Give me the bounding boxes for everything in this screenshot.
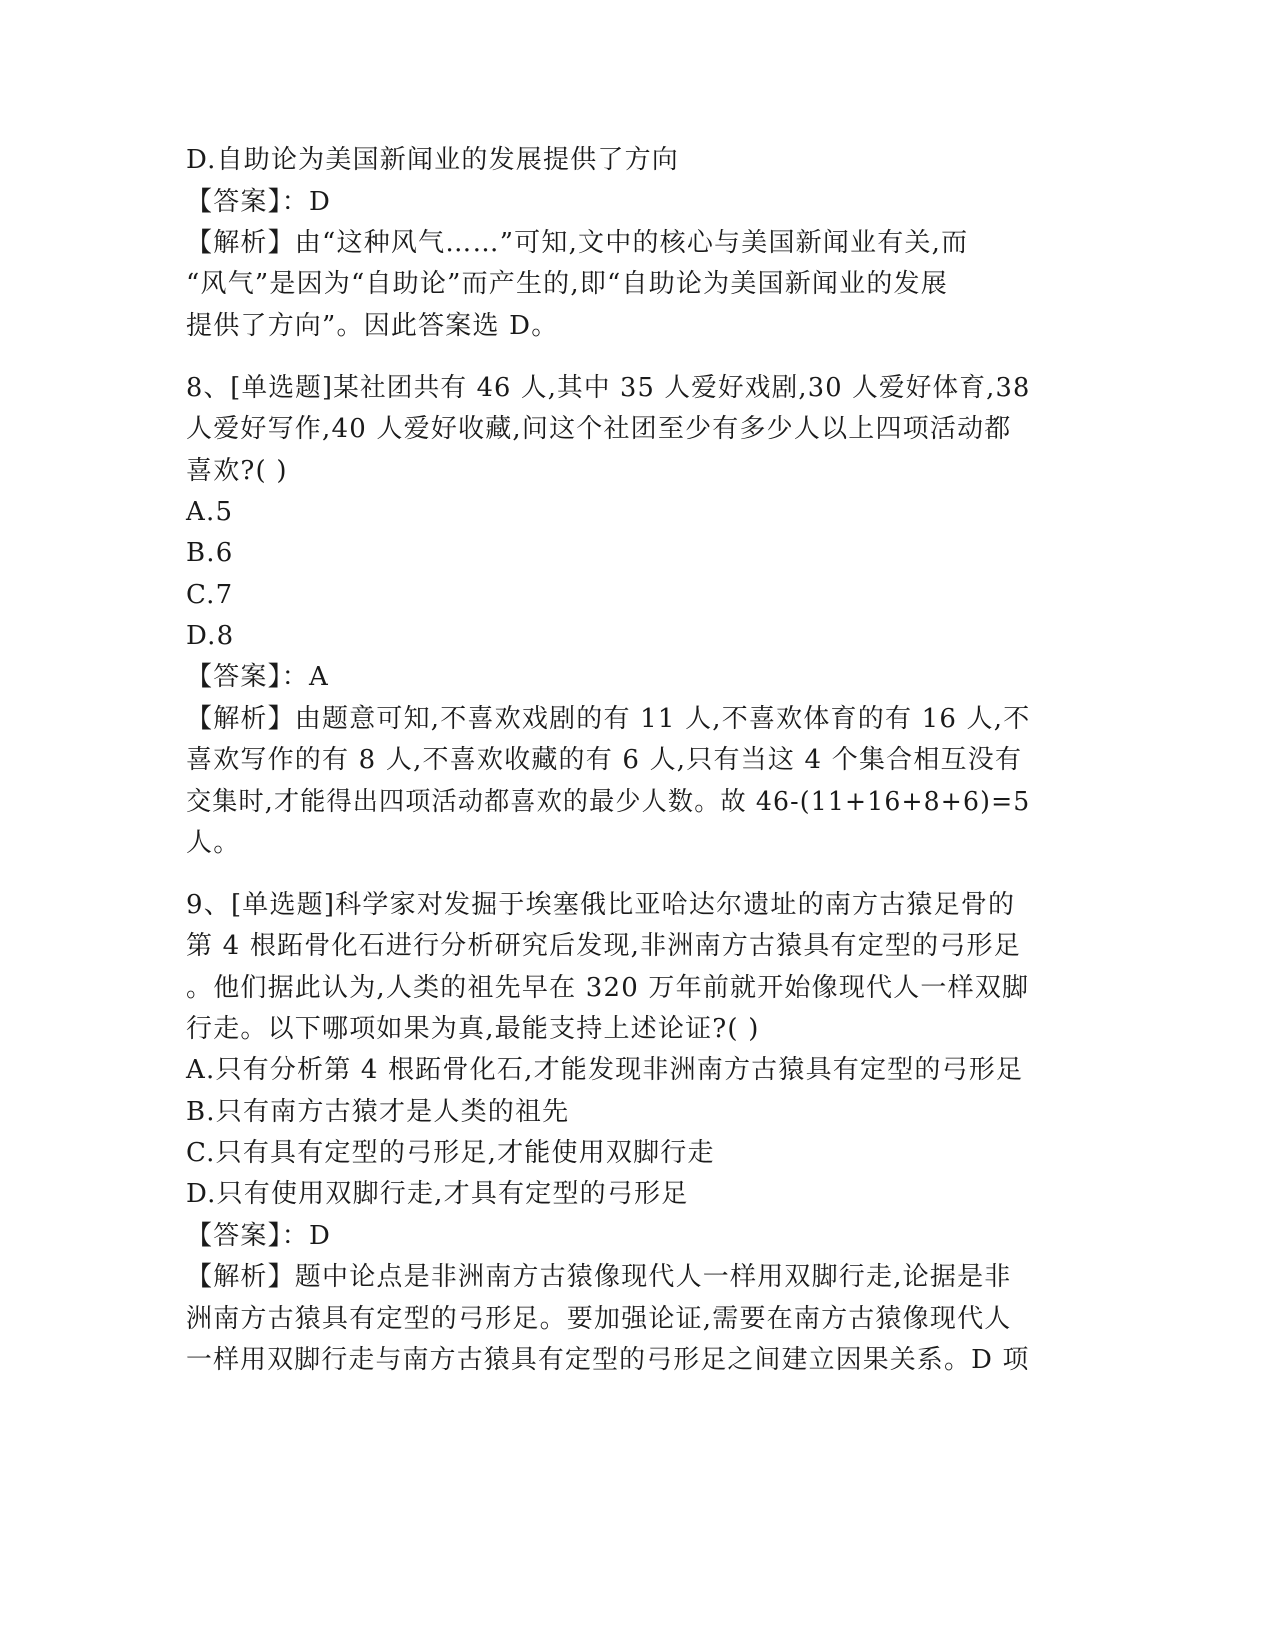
q7-option-d: D.自助论为美国新闻业的发展提供了方向 — [186, 145, 679, 175]
q7-answer: 【答案】：D — [186, 187, 332, 217]
q9-analysis-line: 【解析】题中论点是非洲南方古猿像现代人一样用双脚行走,论据是非 — [186, 1262, 1012, 1292]
q9-analysis-line: 洲南方古猿具有定型的弓形足。要加强论证,需要在南方古猿像现代人 — [186, 1304, 1012, 1334]
q8-option-d: D.8 — [186, 621, 235, 651]
q9-stem-line: 第 4 根跖骨化石进行分析研究后发现,非洲南方古猿具有定型的弓形足 — [186, 931, 1021, 961]
q8-stem-line: 人爱好写作,40 人爱好收藏,问这个社团至少有多少人以上四项活动都 — [186, 414, 1012, 444]
q9-stem-line: 。他们据此认为,人类的祖先早在 320 万年前就开始像现代人一样双脚 — [186, 973, 1030, 1003]
q9-option-a: A.只有分析第 4 根跖骨化石,才能发现非洲南方古猿具有定型的弓形足 — [186, 1055, 1024, 1085]
q7-analysis-line: 【解析】由“这种风气……”可知,文中的核心与美国新闻业有关,而 — [186, 228, 969, 258]
q9-option-d: D.只有使用双脚行走,才具有定型的弓形足 — [186, 1179, 689, 1209]
q9-answer: 【答案】：D — [186, 1221, 332, 1251]
q8-answer: 【答案】：A — [186, 662, 329, 692]
q9-analysis-line: 一样用双脚行走与南方古猿具有定型的弓形足之间建立因果关系。D 项 — [186, 1345, 1030, 1375]
q8-stem-line: 喜欢?( ) — [186, 456, 288, 486]
q8-option-c: C.7 — [186, 580, 234, 610]
q8-analysis-line: 喜欢写作的有 8 人,不喜欢收藏的有 6 人,只有当这 4 个集合相互没有 — [186, 745, 1023, 775]
q8-stem-line: 8、[单选题]某社团共有 46 人,其中 35 人爱好戏剧,30 人爱好体育,38 — [186, 373, 1031, 403]
q9-stem-line: 行走。以下哪项如果为真,最能支持上述论证?( ) — [186, 1014, 760, 1044]
q8-option-b: B.6 — [186, 538, 234, 568]
q7-analysis-line: 提供了方向”。因此答案选 D。 — [186, 311, 559, 341]
q9-option-b: B.只有南方古猿才是人类的祖先 — [186, 1097, 570, 1127]
q7-analysis-line: “风气”是因为“自助论”而产生的,即“自助论为美国新闻业的发展 — [186, 269, 948, 299]
q9-stem-line: 9、[单选题]科学家对发掘于埃塞俄比亚哈达尔遗址的南方古猿足骨的 — [186, 890, 1016, 920]
q8-analysis-line: 【解析】由题意可知,不喜欢戏剧的有 11 人,不喜欢体育的有 16 人,不 — [186, 704, 1031, 734]
q9-option-c: C.只有具有定型的弓形足,才能使用双脚行走 — [186, 1138, 715, 1168]
q8-option-a: A.5 — [186, 497, 234, 527]
q8-analysis-line: 交集时,才能得出四项活动都喜欢的最少人数。故 46-(11+16+8+6)=5 — [186, 787, 1031, 817]
q8-analysis-line: 人。 — [186, 828, 241, 858]
